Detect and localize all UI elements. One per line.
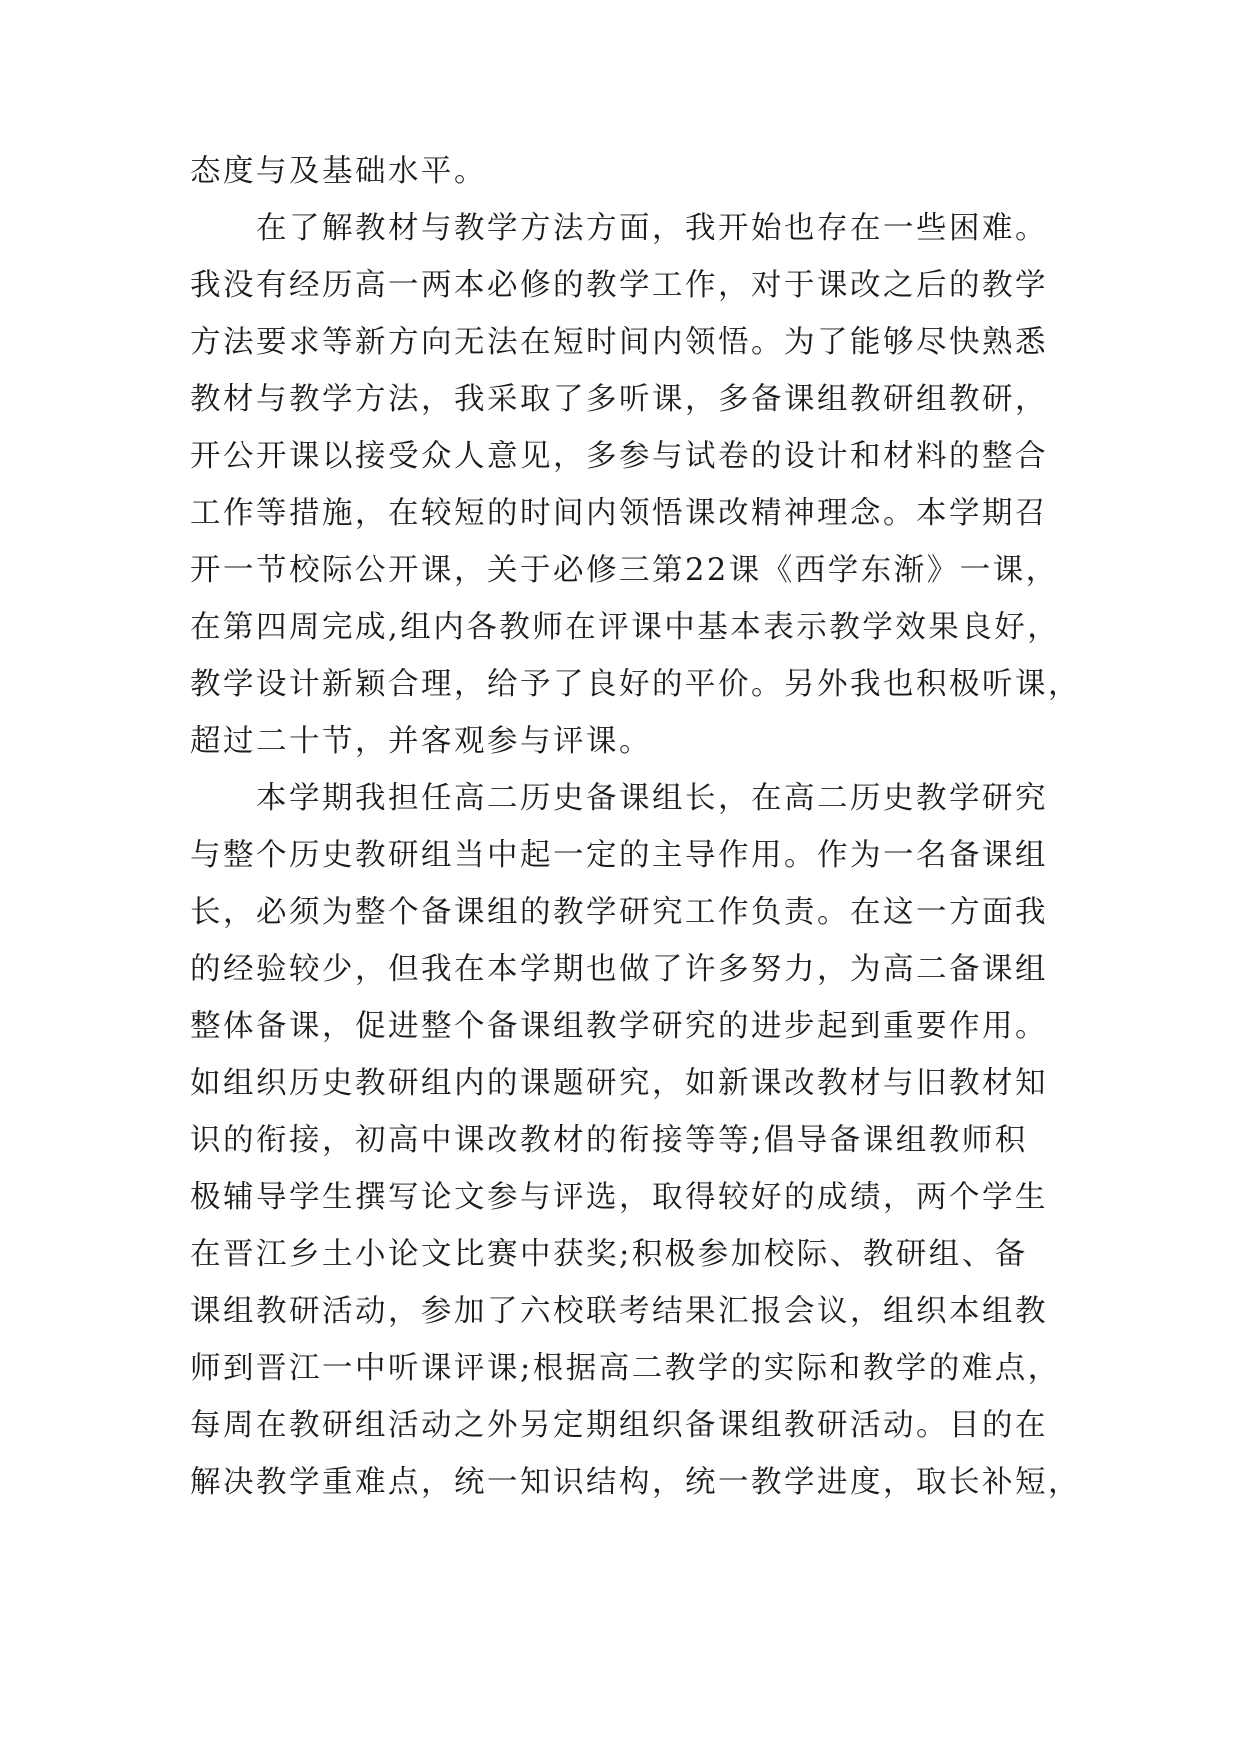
text-line: 极辅导学生撰写论文参与评选，取得较好的成绩，两个学生 <box>190 1180 1048 1215</box>
text-line: 识的衔接，初高中课改教材的衔接等等;倡导备课组教师积 <box>190 1123 1028 1158</box>
text-line: 与整个历史教研组当中起一定的主导作用。作为一名备课组 <box>190 838 1048 873</box>
text-line: 教材与教学方法，我采取了多听课，多备课组教研组教研， <box>190 382 1048 417</box>
text-line: 在第四周完成,组内各教师在评课中基本表示教学效果良好， <box>190 610 1061 645</box>
text-line: 每周在教研组活动之外另定期组织备课组教研活动。目的在 <box>190 1408 1048 1443</box>
text-line: 开一节校际公开课，关于必修三第22课《西学东渐》一课， <box>190 553 1059 588</box>
text-line: 解决教学重难点，统一知识结构，统一教学进度，取长补短， <box>190 1465 1081 1500</box>
text-line: 的经验较少，但我在本学期也做了许多努力，为高二备课组 <box>190 952 1048 987</box>
text-line: 本学期我担任高二历史备课组长，在高二历史教学研究 <box>190 781 1048 816</box>
text-line: 教学设计新颖合理，给予了良好的平价。另外我也积极听课， <box>190 667 1081 702</box>
text-line: 工作等措施，在较短的时间内领悟课改精神理念。本学期召 <box>190 496 1048 531</box>
text-line: 态度与及基础水平。 <box>190 154 487 189</box>
text-line: 方法要求等新方向无法在短时间内领悟。为了能够尽快熟悉 <box>190 325 1048 360</box>
text-line: 在了解教材与教学方法方面，我开始也存在一些困难。 <box>190 211 1048 246</box>
text-line: 整体备课，促进整个备课组教学研究的进步起到重要作用。 <box>190 1009 1048 1044</box>
text-line: 如组织历史教研组内的课题研究，如新课改教材与旧教材知 <box>190 1066 1048 1101</box>
text-line: 超过二十节，并客观参与评课。 <box>190 724 652 759</box>
text-line: 在晋江乡土小论文比赛中获奖;积极参加校际、教研组、备 <box>190 1237 1028 1272</box>
text-line: 我没有经历高一两本必修的教学工作，对于课改之后的教学 <box>190 268 1048 303</box>
text-line: 开公开课以接受众人意见，多参与试卷的设计和材料的整合 <box>190 439 1048 474</box>
text-line: 师到晋江一中听课评课;根据高二教学的实际和教学的难点， <box>190 1351 1061 1386</box>
text-line: 长，必须为整个备课组的教学研究工作负责。在这一方面我 <box>190 895 1048 930</box>
text-line: 课组教研活动，参加了六校联考结果汇报会议，组织本组教 <box>190 1294 1048 1329</box>
